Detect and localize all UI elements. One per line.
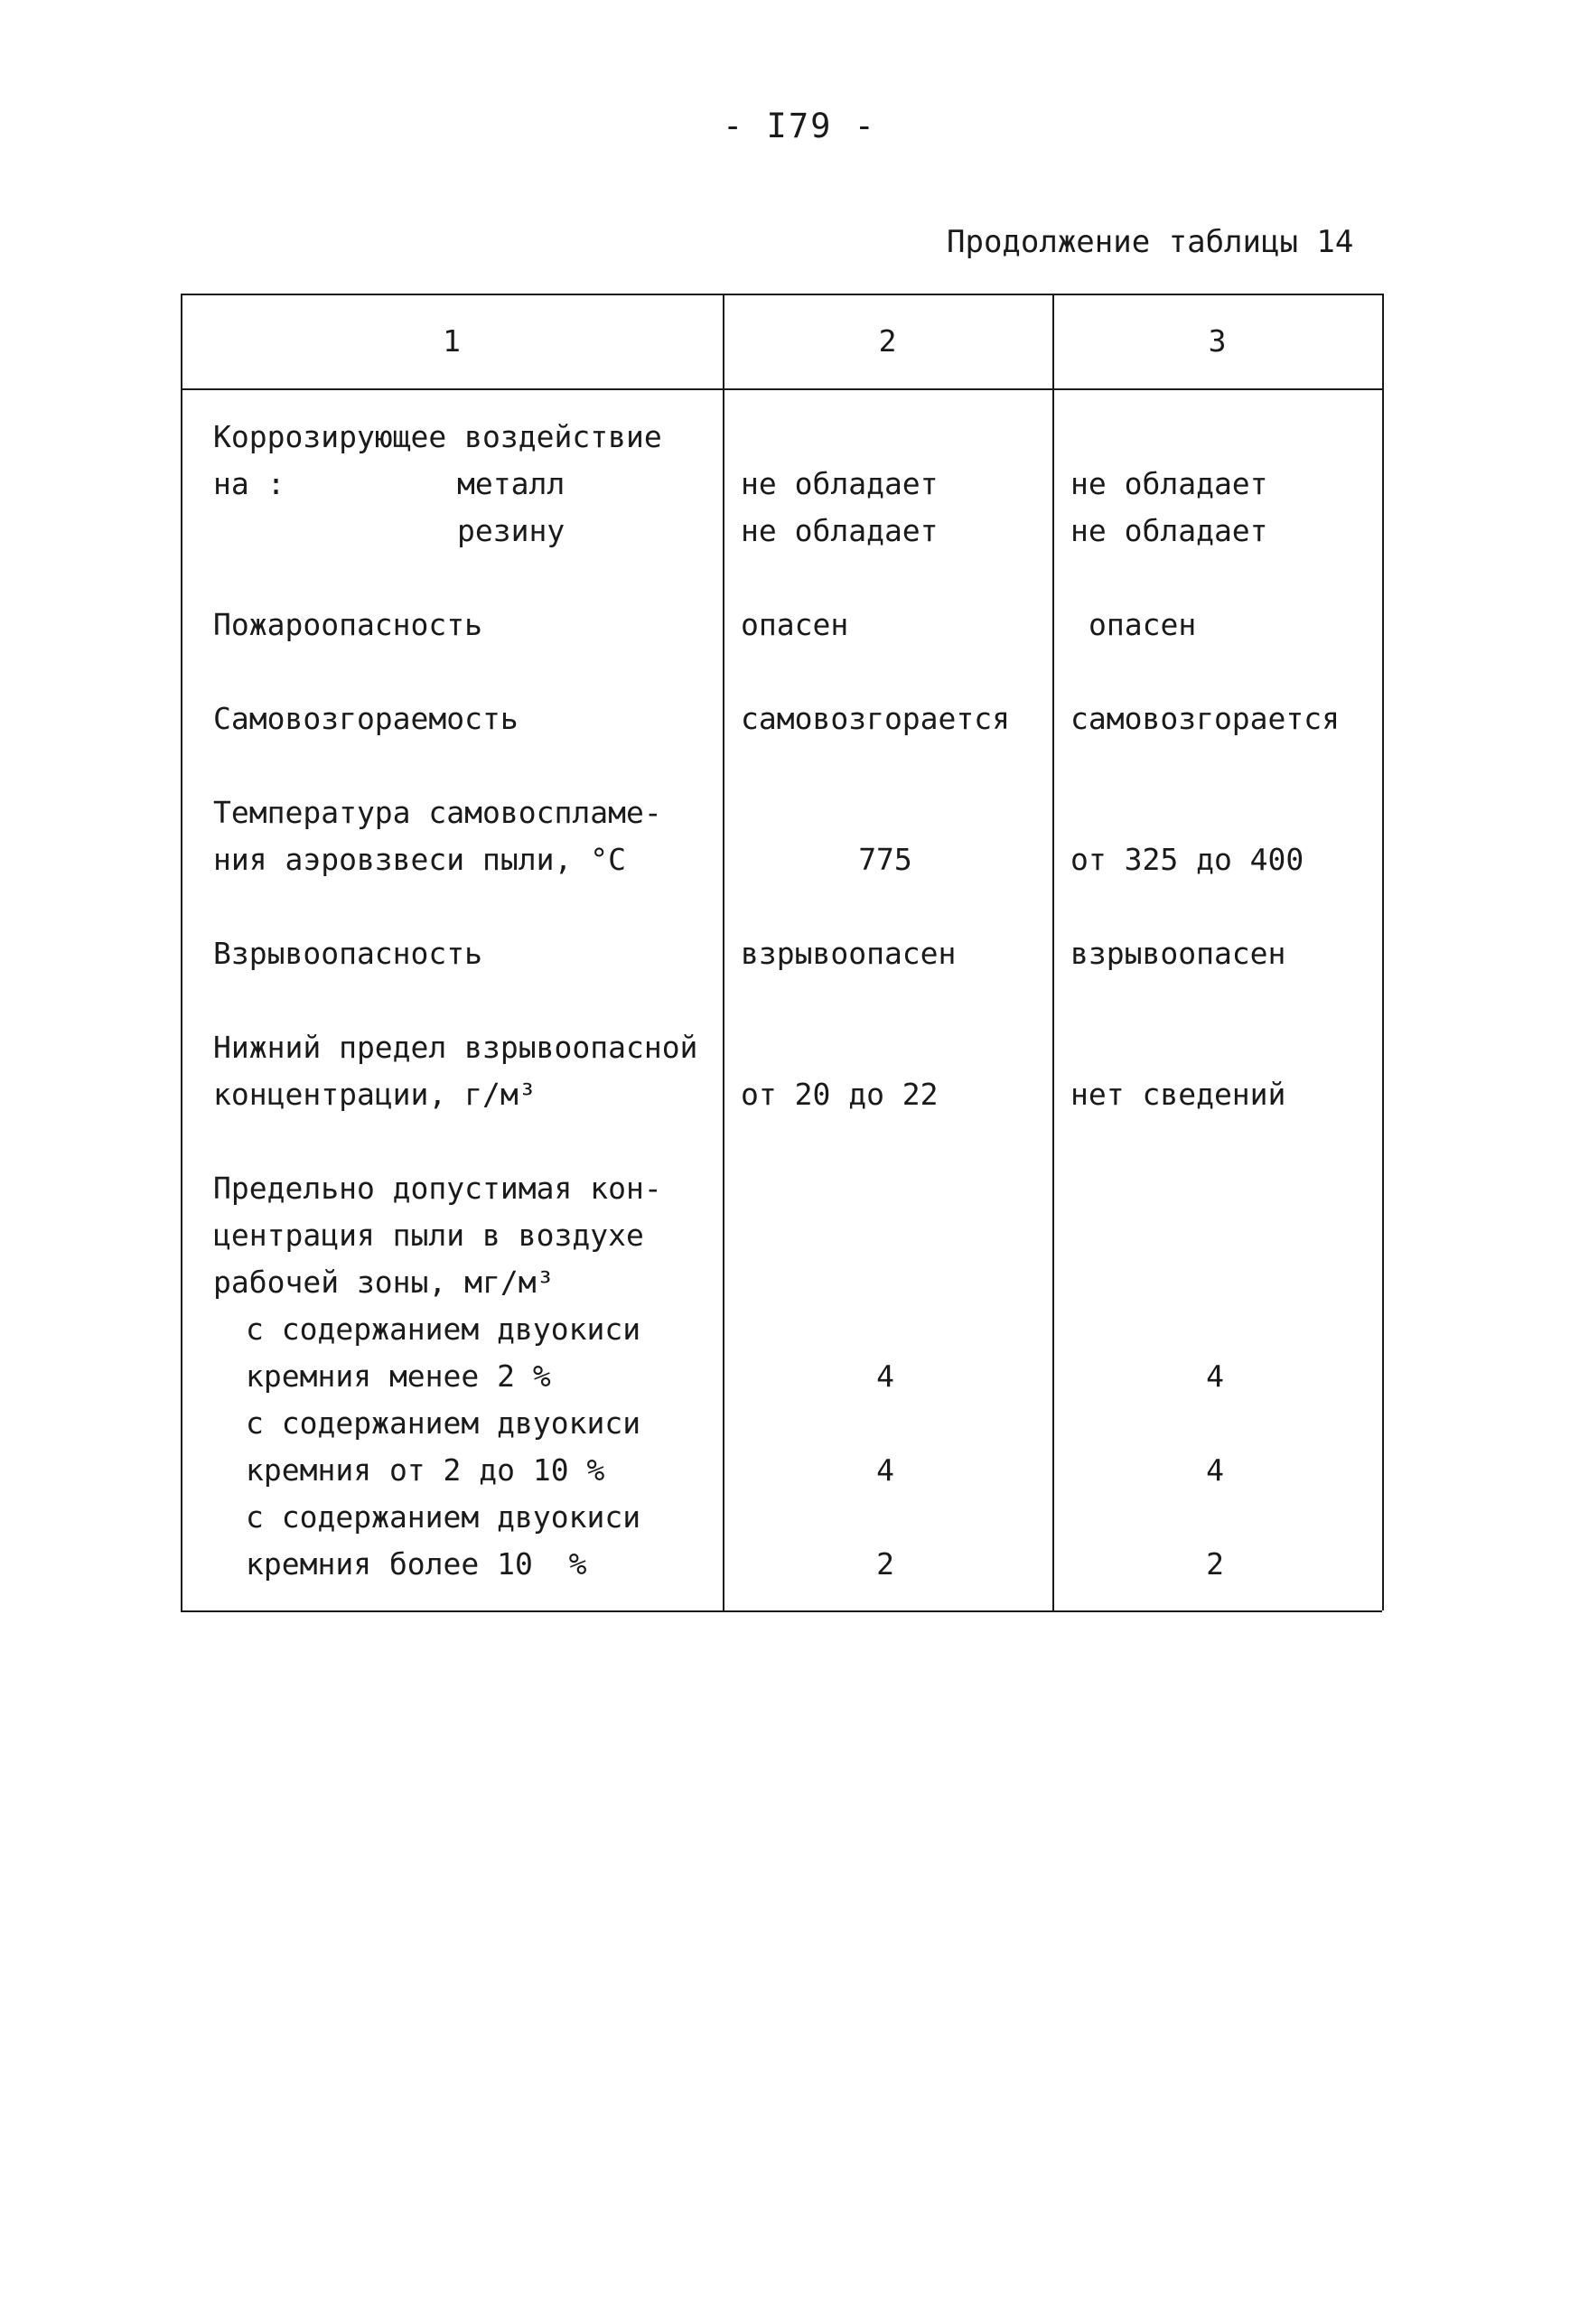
mac-sub3-col-3: 2 bbox=[1206, 1546, 1224, 1582]
corrosion-on-label: на : bbox=[213, 466, 285, 501]
mac-sub2-col-3: 4 bbox=[1206, 1452, 1224, 1488]
fire-hazard-col-2: опасен bbox=[741, 607, 849, 642]
lel-label-line-1: Нижний предел взрывоопасной bbox=[213, 1030, 698, 1065]
mac-sub2-col-2: 4 bbox=[876, 1452, 894, 1488]
self-ignition-col-2: самовозгорается bbox=[741, 701, 1011, 736]
lel-col-3: нет сведений bbox=[1070, 1077, 1286, 1112]
mac-sub1-line-1: с содержанием двуокиси bbox=[246, 1311, 641, 1347]
mac-label-line-2: центрация пыли в воздухе bbox=[213, 1218, 644, 1253]
self-ignition-label: Самовозгораемость bbox=[213, 701, 519, 736]
explosion-hazard-col-3: взрывоопасен bbox=[1070, 936, 1286, 971]
table-bottom-border bbox=[181, 1610, 1382, 1612]
header-col-1: 1 bbox=[443, 323, 461, 359]
lel-col-2: от 20 до 22 bbox=[741, 1077, 939, 1112]
header-col-2: 2 bbox=[878, 323, 897, 359]
ignition-temp-label-line-1: Температура самовоспламе- bbox=[213, 795, 662, 830]
table-right-border bbox=[1382, 294, 1384, 1610]
table-left-border bbox=[181, 294, 182, 1610]
ignition-temp-label-line-2: ния аэровзвеси пыли, °С bbox=[213, 842, 626, 877]
mac-label-line-3: рабочей зоны, мг/м³ bbox=[213, 1265, 555, 1300]
rubber-col-3: не обладает bbox=[1070, 513, 1268, 548]
explosion-hazard-label: Взрывоопасность bbox=[213, 936, 483, 971]
corrosion-title: Коррозирующее воздействие bbox=[213, 419, 662, 454]
fire-hazard-col-3: опасен bbox=[1089, 607, 1197, 642]
mac-sub2-line-2: кремния от 2 до 10 % bbox=[246, 1452, 605, 1488]
header-col-3: 3 bbox=[1208, 323, 1227, 359]
page-number: - I79 - bbox=[723, 107, 876, 145]
corrosion-metal-label: металл bbox=[457, 466, 565, 501]
ignition-temp-col-2: 775 bbox=[858, 842, 912, 877]
mac-sub3-line-1: с содержанием двуокиси bbox=[246, 1499, 641, 1535]
table-caption: Продолжение таблицы 14 bbox=[947, 224, 1354, 260]
lel-label-line-2: концентрации, г/м³ bbox=[213, 1077, 537, 1112]
column-divider-1 bbox=[723, 294, 724, 1610]
metal-col-2: не обладает bbox=[741, 466, 939, 501]
mac-sub1-col-2: 4 bbox=[876, 1358, 894, 1394]
mac-label-line-1: Предельно допустимая кон- bbox=[213, 1171, 662, 1206]
column-divider-2 bbox=[1052, 294, 1054, 1610]
ignition-temp-col-3: от 325 до 400 bbox=[1070, 842, 1304, 877]
mac-sub1-line-2: кремния менее 2 % bbox=[246, 1358, 551, 1394]
rubber-col-2: не обладает bbox=[741, 513, 939, 548]
fire-hazard-label: Пожароопасность bbox=[213, 607, 483, 642]
mac-sub3-line-2: кремния более 10 % bbox=[246, 1546, 587, 1582]
metal-col-3: не обладает bbox=[1070, 466, 1268, 501]
mac-sub2-line-1: с содержанием двуокиси bbox=[246, 1405, 641, 1441]
explosion-hazard-col-2: взрывоопасен bbox=[741, 936, 957, 971]
mac-sub1-col-3: 4 bbox=[1206, 1358, 1224, 1394]
header-separator bbox=[181, 388, 1382, 390]
mac-sub3-col-2: 2 bbox=[876, 1546, 894, 1582]
self-ignition-col-3: самовозгорается bbox=[1070, 701, 1341, 736]
corrosion-rubber-label: резину bbox=[457, 513, 565, 548]
table-top-border bbox=[181, 294, 1382, 295]
